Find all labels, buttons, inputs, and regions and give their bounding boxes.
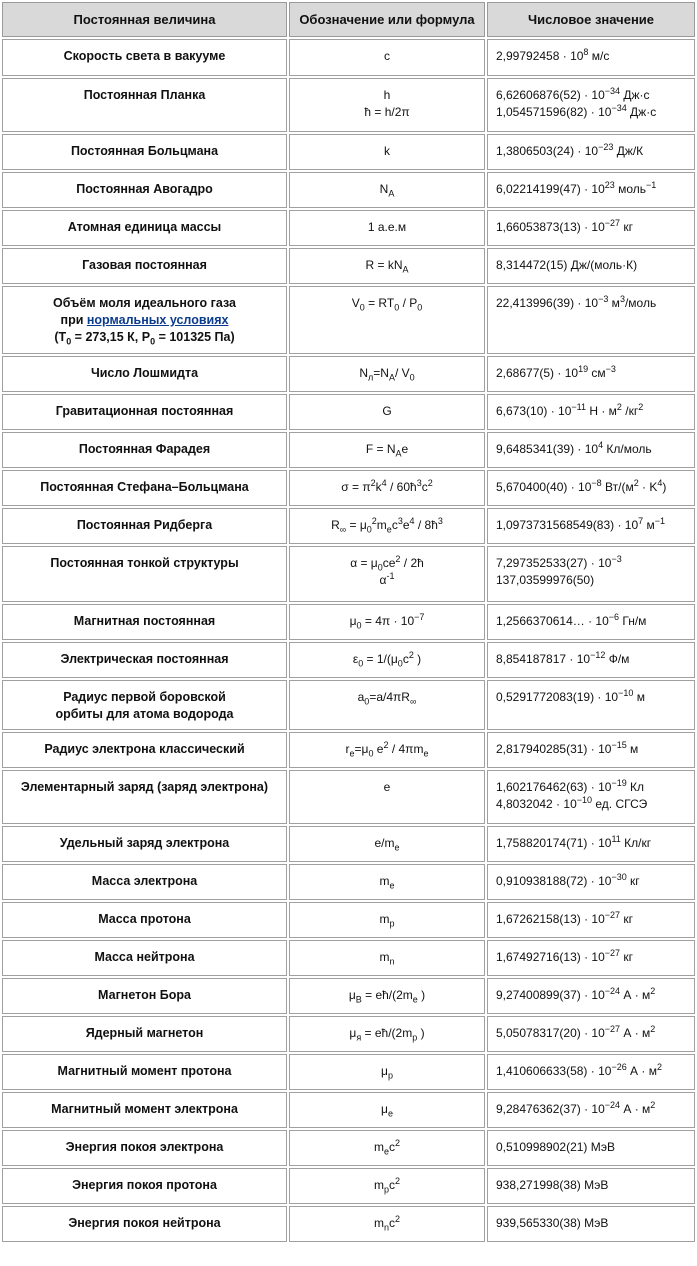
constant-formula: $R_\infty = \mu_0^2m_ec^3e^4$ / $8ħ^3$: [289, 508, 485, 544]
table-row: [2, 680, 695, 730]
constant-name: Постоянная Больцмана: [2, 134, 287, 170]
constant-name: Магнитная постоянная: [2, 604, 287, 640]
constant-name: Энергия покоя нейтрона: [2, 1206, 287, 1242]
table-row: [2, 604, 695, 640]
table-row: [2, 826, 695, 862]
table-row: [2, 864, 695, 900]
table-row: [2, 1168, 695, 1204]
header-value: Числовое значение: [487, 2, 695, 37]
constant-formula: $\mu_B$ = $eħ/(2m_e$ ): [289, 978, 485, 1014]
table-header-row: [2, 2, 695, 37]
constant-value: $6,02214199(47) \cdot 10^{23}$ моль$^{-1}$: [487, 172, 695, 208]
constant-value: $5,670400(40) \cdot 10^{-8}$ $Вт/(м^2 \cdot K^4)$: [487, 470, 695, 506]
constant-value: $1,410606633(58) \cdot 10^{-26}$ $А \cdot м^2$: [487, 1054, 695, 1090]
table-row: [2, 508, 695, 544]
table-row: [2, 134, 695, 170]
header-name: Постоянная величина: [2, 2, 287, 37]
constant-name: Магнитный момент протона: [2, 1054, 287, 1090]
table-row: [2, 78, 695, 132]
table-row: [2, 1054, 695, 1090]
constant-formula: $\mu_p$: [289, 1054, 485, 1090]
constant-formula: $m_e$: [289, 864, 485, 900]
constant-value: $9,27400899(37) \cdot 10^{-24}$ $А \cdot м^2$: [487, 978, 695, 1014]
table-row: [2, 1130, 695, 1166]
constant-formula: $m_ec^2$: [289, 1130, 485, 1166]
constant-value: 0,510998902(21) МэВ: [487, 1130, 695, 1166]
constant-formula: $m_n$: [289, 940, 485, 976]
constant-formula: $\mu_я$ = $eħ/(2m_p$ ): [289, 1016, 485, 1052]
constant-name: Гравитационная постоянная: [2, 394, 287, 430]
table-row: [2, 546, 695, 602]
constant-formula: $e/m_e$: [289, 826, 485, 862]
constant-value: $22,413996(39) \cdot 10^{-3}$ $м^3$/моль: [487, 286, 695, 354]
constant-name: Масса нейтрона: [2, 940, 287, 976]
constant-name: Объём моля идеального газа при нормальных условиях ($T_0 = 273,15$ К, $P_0 = 101325$ Па): [2, 286, 287, 354]
constant-value: $0,910938188(72) \cdot 10^{-30}$ кг: [487, 864, 695, 900]
table-row: [2, 470, 695, 506]
constant-name: Число Лошмидта: [2, 356, 287, 392]
constant-formula: k: [289, 134, 485, 170]
constant-value: $5,05078317(20) \cdot 10^{-27}$ $А \cdot м^2$: [487, 1016, 695, 1052]
constant-value: $6,673(10) \cdot 10^{-11}$ $Н \cdot м^2$ $/кг^2$: [487, 394, 695, 430]
constant-formula: $\mu_e$: [289, 1092, 485, 1128]
constant-value: $2,817940285(31) \cdot 10^{-15}$ м: [487, 732, 695, 768]
constant-value: 939,565330(38) МэВ: [487, 1206, 695, 1242]
table-row: [2, 1092, 695, 1128]
constant-formula: $m_pc^2$: [289, 1168, 485, 1204]
constant-value: $1,67492716(13) \cdot 10^{-27}$ кг: [487, 940, 695, 976]
constant-name: Атомная единица массы: [2, 210, 287, 246]
constant-value: $8,854187817 \cdot 10^{-12}$ Ф/м: [487, 642, 695, 678]
constant-formula: $m_p$: [289, 902, 485, 938]
constant-name: Постоянная Ридберга: [2, 508, 287, 544]
constant-formula: $R = kN_A$: [289, 248, 485, 284]
constant-name: Постоянная Фарадея: [2, 432, 287, 468]
constant-formula: c: [289, 39, 485, 76]
table-row: [2, 1016, 695, 1052]
normal-conditions-link[interactable]: нормальных условиях: [86, 313, 229, 327]
constant-formula: h ħ = h/2π: [289, 78, 485, 132]
table-row: [2, 902, 695, 938]
table-row: [2, 940, 695, 976]
constant-name: Масса протона: [2, 902, 287, 938]
header-formula: Обозначение или формула: [289, 2, 485, 37]
constant-name: Постоянная Стефана–Больцмана: [2, 470, 287, 506]
constant-formula: $m_nc^2$: [289, 1206, 485, 1242]
constant-formula: $\sigma = \pi^2k^4$ / $60ħ^3c^2$: [289, 470, 485, 506]
constant-value: $6,62606876(52) \cdot 10^{-34}$ Дж·с $1,054571596(82) \cdot 10^{-34}$ Дж·с: [487, 78, 695, 132]
constant-formula: $\mu_0 = 4\pi \cdot 10^{-7}$: [289, 604, 485, 640]
constant-value: 8,314472(15) Дж/(моль·К): [487, 248, 695, 284]
constant-value: 1,2566370614… · $10^{-6}$ Гн/м: [487, 604, 695, 640]
constant-name: Магнетон Бора: [2, 978, 287, 1014]
table-row: [2, 394, 695, 430]
constant-name: Энергия покоя электрона: [2, 1130, 287, 1166]
table-row: [2, 286, 695, 354]
constant-formula: $N_A$: [289, 172, 485, 208]
constant-formula: $F = N_Ae$: [289, 432, 485, 468]
table-row: [2, 432, 695, 468]
constant-formula: $\varepsilon_0 = 1/(\mu_0c^2$ ): [289, 642, 485, 678]
table-row: [2, 210, 695, 246]
table-row: [2, 642, 695, 678]
constant-name: Магнитный момент электрона: [2, 1092, 287, 1128]
constant-name: Масса электрона: [2, 864, 287, 900]
constant-name: Постоянная Планка: [2, 78, 287, 132]
constant-value: $9,28476362(37) \cdot 10^{-24}$ $А \cdot м^2$: [487, 1092, 695, 1128]
constant-value: $9,6485341(39) \cdot 10^4$ Кл/моль: [487, 432, 695, 468]
constant-value: 938,271998(38) МэВ: [487, 1168, 695, 1204]
constant-name: Элементарный заряд (заряд электрона): [2, 770, 287, 824]
constant-name: Газовая постоянная: [2, 248, 287, 284]
constant-formula: $V_0 = RT_0 / P_0$: [289, 286, 485, 354]
constant-value: $7,297352533(27) \cdot 10^{-3}$ 137,03599976(50): [487, 546, 695, 602]
constant-formula: e: [289, 770, 485, 824]
constant-name: Скорость света в вакууме: [2, 39, 287, 76]
constant-value: $1,0973731568549(83) \cdot 10^7$ $м^{-1}$: [487, 508, 695, 544]
table-row: [2, 770, 695, 824]
constant-name: Ядерный магнетон: [2, 1016, 287, 1052]
constant-value: $1,3806503(24) \cdot 10^{-23}$ Дж/К: [487, 134, 695, 170]
constant-formula: G: [289, 394, 485, 430]
constant-value: $2,68677(5) \cdot 10^{19}$ $см^{-3}$: [487, 356, 695, 392]
table-row: [2, 248, 695, 284]
constant-value: $1,758820174(71) \cdot 10^{11}$ Кл/кг: [487, 826, 695, 862]
constant-name: Энергия покоя протона: [2, 1168, 287, 1204]
constant-name: Постоянная Авогадро: [2, 172, 287, 208]
constant-formula: $a_0=a/4\pi R_\infty$: [289, 680, 485, 730]
constant-formula: $N_л=N_A/$ $V_0$: [289, 356, 485, 392]
constant-formula: $r_e=\mu_0$ $e^2 / 4\pi m_e$: [289, 732, 485, 768]
constant-name: Постоянная тонкой структуры: [2, 546, 287, 602]
constant-formula: 1 а.е.м: [289, 210, 485, 246]
table-row: [2, 1206, 695, 1242]
constant-name: Удельный заряд электрона: [2, 826, 287, 862]
table-row: [2, 978, 695, 1014]
constant-name: Электрическая постоянная: [2, 642, 287, 678]
constant-value: $1,66053873(13) \cdot 10^{-27}$ кг: [487, 210, 695, 246]
constant-formula: $\alpha = \mu_0ce^2$ / 2ħ $\alpha^{-1}$: [289, 546, 485, 602]
constant-value: $0,5291772083(19) \cdot 10^{-10}$ м: [487, 680, 695, 730]
table-row: [2, 172, 695, 208]
table-row: [2, 356, 695, 392]
constant-name: Радиус первой боровской орбиты для атома водорода: [2, 680, 287, 730]
constant-name: Радиус электрона классический: [2, 732, 287, 768]
constant-value: $2,99792458 \cdot 10^8$ м/с: [487, 39, 695, 76]
table-row: [2, 732, 695, 768]
constant-value: $1,602176462(63) \cdot 10^{-19}$ Кл $4,8032042 \cdot 10^{-10}$ ед. СГСЭ: [487, 770, 695, 824]
table-row: [2, 39, 695, 76]
constant-value: $1,67262158(13) \cdot 10^{-27}$ кг: [487, 902, 695, 938]
